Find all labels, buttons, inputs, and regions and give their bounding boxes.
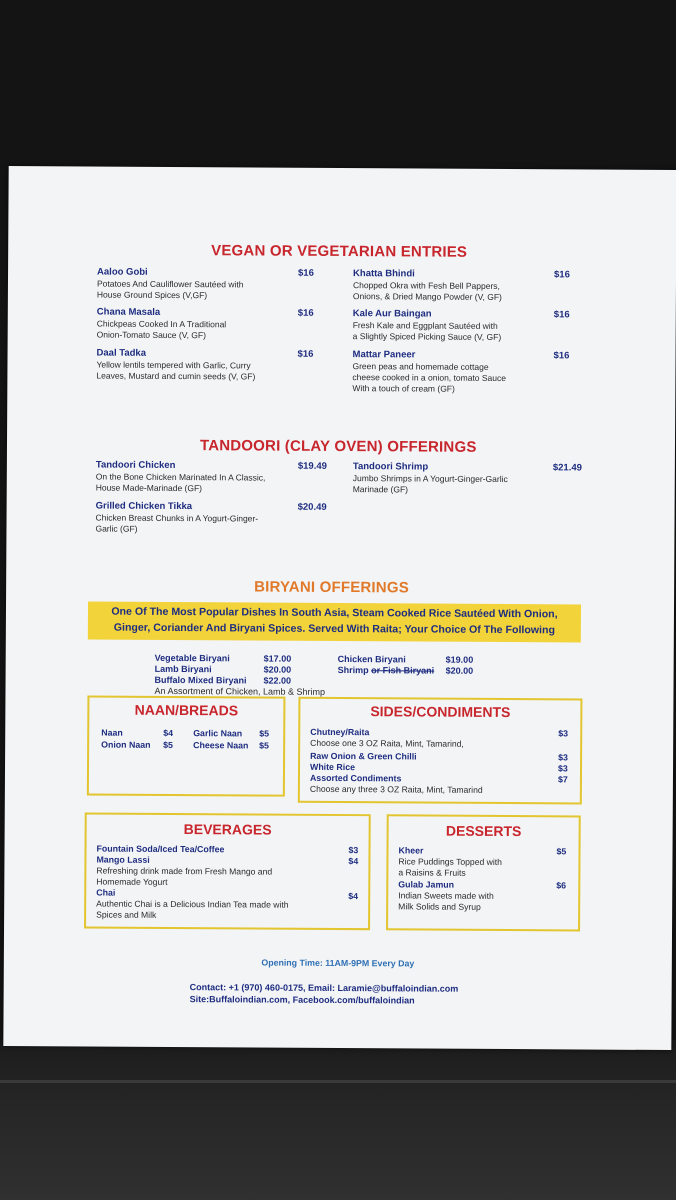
item-name: Tandoori Chicken bbox=[95, 459, 176, 471]
banner-line: Ginger, Coriander And Biryani Spices. Served With Raita; Your Choice Of The Following bbox=[113, 621, 555, 637]
desserts-box bbox=[386, 814, 581, 931]
item-desc: Potatoes And Cauliflower Sautéed with bbox=[96, 278, 244, 290]
item-desc: a Slightly Spiced Picking Sauce (V, GF) bbox=[352, 331, 502, 342]
biryani-item-name: Vegetable Biryani bbox=[154, 652, 230, 664]
beverage-name: Chai bbox=[96, 887, 116, 898]
naan-item-name: Naan bbox=[101, 727, 123, 738]
dessert-price: $5 bbox=[556, 846, 567, 857]
item-price: $16 bbox=[554, 269, 570, 281]
item-name: Khatta Bhindi bbox=[353, 268, 415, 280]
item-price: $16 bbox=[298, 267, 314, 279]
item-desc: Chicken Breast Chunks in A Yogurt-Ginger- bbox=[95, 512, 259, 524]
dessert-desc: Rice Puddings Topped with bbox=[398, 856, 502, 867]
item-name: Chana Masala bbox=[96, 306, 161, 318]
biryani-item-price: $20.00 bbox=[263, 664, 292, 675]
naan-item-name: Cheese Naan bbox=[193, 740, 249, 751]
item-price: $19.49 bbox=[297, 460, 327, 472]
menu-sheet bbox=[3, 166, 676, 1050]
beverage-desc: Spices and Milk bbox=[96, 909, 157, 920]
beverage-desc: Refreshing drink made from Fresh Mango and bbox=[96, 865, 273, 877]
opening-hours: Opening Time: 11AM-9PM Every Day bbox=[261, 957, 415, 969]
beverage-price: $3 bbox=[348, 845, 359, 856]
item-desc: House Made-Marinade (GF) bbox=[95, 482, 203, 494]
biryani-section-title: BIRYANI OFFERINGS bbox=[254, 578, 409, 597]
side-item-name: Assorted Condiments bbox=[309, 772, 402, 784]
naan-item-price: $5 bbox=[259, 740, 269, 751]
beverage-price: $4 bbox=[348, 891, 359, 902]
biryani-item-name-part: Shrimp bbox=[337, 664, 369, 676]
item-name: Tandoori Shrimp bbox=[352, 461, 429, 473]
biryani-item-name: Chicken Biryani bbox=[337, 653, 406, 665]
biryani-item-name: Lamb Biryani bbox=[154, 663, 212, 675]
item-name: Daal Tadka bbox=[96, 347, 147, 359]
item-desc: Marinade (GF) bbox=[352, 484, 409, 495]
biryani-item-price: $20.00 bbox=[445, 665, 474, 676]
biryani-item-price: $19.00 bbox=[445, 654, 474, 665]
dessert-name: Gulab Jamun bbox=[398, 879, 455, 890]
naan-item-name: Onion Naan bbox=[101, 739, 151, 750]
naan-item-name: Garlic Naan bbox=[193, 728, 243, 739]
dessert-price: $6 bbox=[556, 880, 567, 891]
item-price: $16 bbox=[297, 307, 314, 319]
biryani-banner bbox=[88, 601, 581, 642]
dessert-name: Kheer bbox=[398, 845, 424, 856]
dessert-desc: a Raisins & Fruits bbox=[398, 867, 466, 878]
item-desc: Fresh Kale and Eggplant Sautéed with bbox=[352, 320, 498, 331]
item-name: Aaloo Gobi bbox=[97, 266, 148, 278]
beverages-box bbox=[84, 812, 371, 930]
item-desc: Onion-Tomato Sauce (V, GF) bbox=[96, 329, 206, 341]
item-price: $16 bbox=[297, 348, 314, 360]
strikethrough-text: or Fish Biryani bbox=[371, 665, 435, 676]
beverage-desc: Authentic Chai is a Delicious Indian Tea made with bbox=[96, 898, 289, 910]
side-item-price: $3 bbox=[557, 763, 568, 774]
item-desc: Onions, & Dried Mango Powder (V, GF) bbox=[352, 291, 502, 302]
side-item-name: Raw Onion & Green Chilli bbox=[310, 750, 417, 762]
dessert-desc: Indian Sweets made with bbox=[398, 890, 494, 901]
table-surface bbox=[0, 1040, 676, 1200]
item-desc: Chopped Okra with Fesh Bell Pappers, bbox=[352, 280, 500, 291]
naan-item-price: $5 bbox=[259, 728, 270, 739]
item-name: Grilled Chicken Tikka bbox=[95, 500, 193, 513]
beverages-section-title: BEVERAGES bbox=[183, 821, 272, 838]
side-item-price: $3 bbox=[558, 728, 569, 739]
dessert-desc: Milk Solids and Syrup bbox=[398, 901, 481, 912]
menu-item bbox=[95, 501, 300, 536]
vegan-section-title: VEGAN OR VEGETARIAN ENTRIES bbox=[211, 242, 468, 261]
biryani-item-price: $17.00 bbox=[263, 653, 292, 664]
biryani-item-name bbox=[338, 665, 435, 676]
beverage-name: Mango Lassi bbox=[96, 854, 150, 865]
side-item-desc: Choose any three 3 OZ Raita, Mint, Tamarind bbox=[309, 783, 483, 795]
menu-item bbox=[97, 267, 297, 302]
item-desc: Jumbo Shrimps in A Yogurt-Ginger-Garlic bbox=[352, 473, 508, 485]
sides-box bbox=[298, 697, 583, 805]
menu-item bbox=[353, 308, 553, 343]
side-item-price: $3 bbox=[558, 752, 568, 763]
desserts-section-title: DESSERTS bbox=[445, 822, 522, 840]
item-desc: Green peas and homemade cottage bbox=[352, 361, 489, 372]
table-edge bbox=[0, 1080, 676, 1083]
naan-section-title: NAAN/BREADS bbox=[134, 701, 239, 719]
contact-line: Contact: +1 (970) 460-0175, Email: Laramie@buffaloindian.com bbox=[189, 982, 459, 994]
item-price: $20.49 bbox=[297, 501, 327, 513]
naan-item-price: $4 bbox=[163, 727, 174, 738]
item-desc: cheese cooked in a onion, tomato Sauce bbox=[352, 372, 507, 384]
menu-item bbox=[96, 460, 301, 495]
item-desc: House Ground Spices (V,GF) bbox=[96, 289, 208, 301]
sides-section-title: SIDES/CONDIMENTS bbox=[370, 703, 511, 721]
biryani-note: An Assortment of Chicken, Lamb & Shrimp bbox=[154, 685, 326, 697]
banner-line: One Of The Most Popular Dishes In South Asia, Steam Cooked Rice Sautéed With Onion, bbox=[111, 605, 558, 621]
beverage-name: Fountain Soda/Iced Tea/Coffee bbox=[96, 843, 225, 855]
item-price: $21.49 bbox=[552, 462, 582, 474]
item-desc: Yellow lentils tempered with Garlic, Curry bbox=[96, 359, 251, 371]
item-desc: With a touch of cream (GF) bbox=[352, 383, 455, 394]
side-item-desc: Choose one 3 OZ Raita, Mint, Tamarind, bbox=[310, 737, 464, 749]
item-name: Mattar Paneer bbox=[352, 349, 416, 361]
menu-item bbox=[353, 461, 553, 496]
item-desc: Leaves, Mustard and cumin seeds (V, GF) bbox=[96, 370, 256, 382]
menu-item bbox=[353, 268, 553, 303]
item-price: $16 bbox=[553, 309, 570, 321]
item-desc: Chickpeas Cooked In A Traditional bbox=[96, 318, 227, 330]
biryani-item-name: Buffalo Mixed Biryani bbox=[154, 674, 247, 686]
item-desc: On the Bone Chicken Marinated In A Classic, bbox=[95, 471, 266, 483]
item-price: $16 bbox=[553, 350, 570, 362]
menu-item bbox=[96, 348, 296, 383]
item-name: Kale Aur Baingan bbox=[352, 308, 432, 320]
side-item-name: Chutney/Raita bbox=[310, 726, 370, 738]
side-item-name: White Rice bbox=[309, 761, 356, 773]
side-item-price: $7 bbox=[557, 774, 568, 785]
menu-item bbox=[97, 307, 297, 342]
tandoori-section-title: TANDOORI (CLAY OVEN) OFFERINGS bbox=[199, 437, 477, 456]
beverage-price: $4 bbox=[348, 856, 359, 867]
item-desc: Garlic (GF) bbox=[95, 523, 138, 534]
naan-box bbox=[87, 695, 286, 796]
website-line: Site:Buffaloindian.com, Facebook.com/buffaloindian bbox=[189, 994, 415, 1006]
menu-item bbox=[352, 349, 552, 395]
naan-item-price: $5 bbox=[163, 739, 173, 750]
biryani-item-price: $22.00 bbox=[263, 675, 292, 686]
beverage-desc: Homemade Yogurt bbox=[96, 876, 168, 887]
